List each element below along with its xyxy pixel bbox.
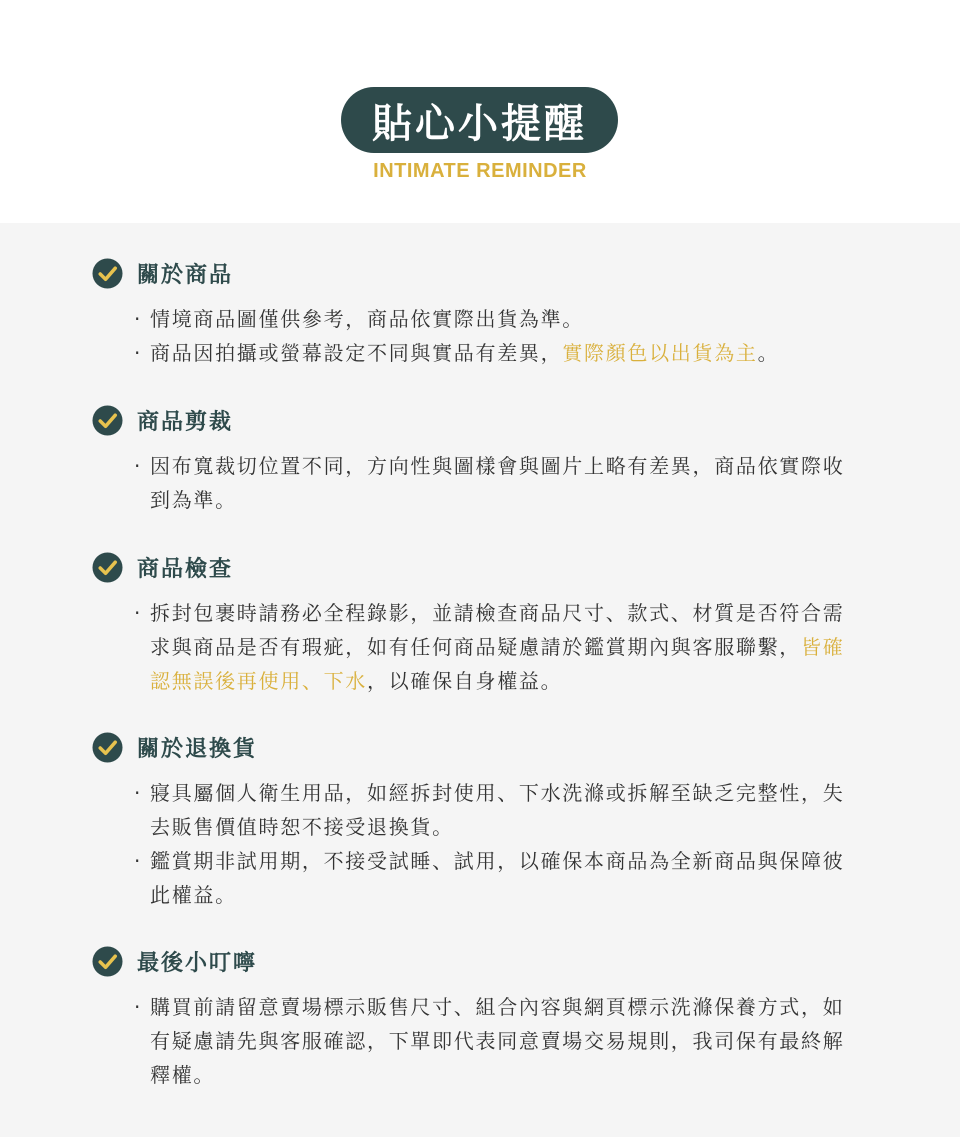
bullet-dot: · [134, 341, 143, 365]
list-item [92, 776, 862, 844]
list-item [92, 449, 862, 517]
check-circle-icon [92, 552, 123, 583]
reminder-content [0, 223, 960, 1137]
list-item [92, 336, 862, 370]
item-text: 商品因拍攝或螢幕設定不同與實品有差異， [150, 341, 563, 365]
section-header [92, 551, 882, 583]
section-product-inspection [92, 551, 882, 698]
section-items [92, 596, 882, 698]
list-item [92, 302, 862, 336]
section-header [92, 404, 882, 436]
section-final-reminder [92, 945, 882, 1092]
bullet-dot: · [134, 849, 143, 873]
check-circle-icon [92, 946, 123, 977]
check-circle-icon [92, 732, 123, 763]
section-title: 商品剪裁 [137, 409, 234, 435]
list-item [92, 844, 862, 912]
bullet-dot: · [134, 601, 143, 625]
page-title: 貼心小提醒 [341, 87, 618, 153]
section-title: 商品檢查 [137, 556, 234, 582]
item-text: 鑑賞期非試用期，不接受試睡、試用，以確保本商品為全新商品與保障彼此權益。 [150, 849, 845, 907]
page-subtitle: INTIMATE REMINDER [373, 160, 587, 182]
section-items [92, 990, 882, 1092]
bullet-dot: · [134, 454, 143, 478]
section-returns [92, 731, 882, 912]
section-title: 關於商品 [137, 262, 234, 288]
section-items [92, 776, 882, 912]
section-header [92, 945, 882, 977]
item-text: 情境商品圖僅供參考，商品依實際出貨為準。 [150, 307, 584, 331]
list-item [92, 990, 862, 1092]
highlighted-text: 實際顏色以出貨為主 [562, 341, 758, 365]
list-item [92, 596, 862, 698]
check-circle-icon [92, 258, 123, 289]
section-items [92, 302, 882, 370]
bullet-dot: · [134, 995, 143, 1019]
section-product-cutting [92, 404, 882, 517]
section-header [92, 731, 882, 763]
header [0, 0, 960, 223]
section-items [92, 449, 882, 517]
item-text: 因布寬裁切位置不同，方向性與圖樣會與圖片上略有差異，商品依實際收到為準。 [150, 454, 845, 512]
check-circle-icon [92, 405, 123, 436]
item-text: ，以確保自身權益。 [367, 669, 563, 693]
section-about-product [92, 257, 882, 370]
item-text: 寢具屬個人衛生用品，如經拆封使用、下水洗滌或拆解至缺乏完整性，失去販售價值時恕不接受退換貨。 [150, 781, 845, 839]
section-header [92, 257, 882, 289]
item-text: 。 [757, 341, 780, 365]
section-title: 最後小叮嚀 [137, 950, 258, 976]
bullet-dot: · [134, 307, 143, 331]
highlighted-text: 皆確認無誤後再使用、下水 [150, 635, 845, 693]
bullet-dot: · [134, 781, 143, 805]
item-text: 購買前請留意賣場標示販售尺寸、組合內容與網頁標示洗滌保養方式，如有疑慮請先與客服確認，下單即代表同意賣場交易規則，我司保有最終解釋權。 [150, 995, 845, 1087]
section-title: 關於退換貨 [137, 736, 258, 762]
item-text: 拆封包裹時請務必全程錄影，並請檢查商品尺寸、款式、材質是否符合需求與商品是否有瑕疵，如有任何商品疑慮請於鑑賞期內與客服聯繫， [150, 601, 845, 659]
